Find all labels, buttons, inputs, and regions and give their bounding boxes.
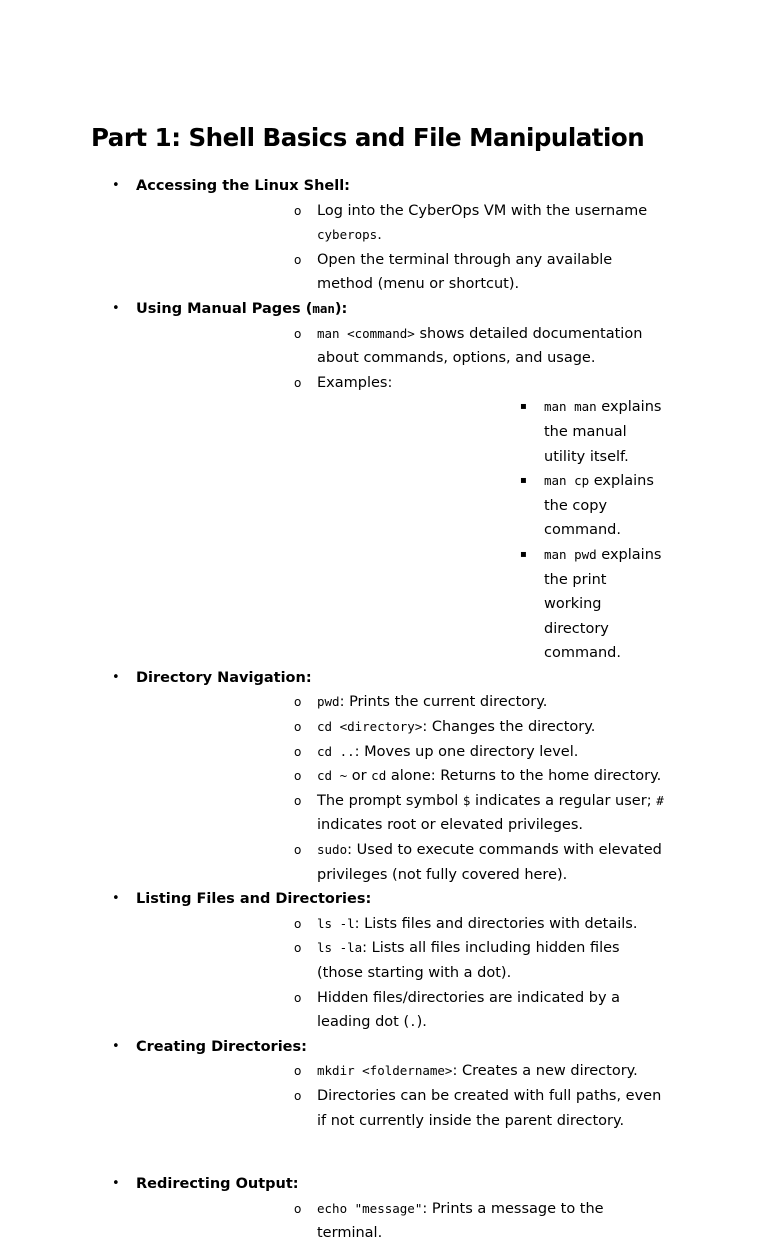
bullet-square: ▪ xyxy=(520,475,527,487)
inline-code: cd ~ xyxy=(317,768,348,784)
bullet-square: ▪ xyxy=(520,548,527,560)
item-text: man <command> shows detailed documentation about commands, options, and usage. xyxy=(317,325,643,367)
item-text: Log into the CyberOps VM with the username cyberops. xyxy=(317,202,648,244)
sub-sub-list xyxy=(317,395,768,666)
item-text: ls -l: Lists files and directories with details. xyxy=(317,915,638,932)
document-body xyxy=(0,174,768,1246)
section-heading: Creating Directories: xyxy=(136,1038,307,1055)
bullet-circle: o xyxy=(294,326,302,341)
bullet-disc: • xyxy=(112,1176,120,1192)
inline-code: cyberops xyxy=(317,227,378,243)
bullet-circle: o xyxy=(294,1088,302,1103)
inline-code: man pwd xyxy=(544,546,597,562)
section-listing-files xyxy=(0,887,768,1035)
inline-code: man cp xyxy=(544,473,590,489)
outline-list-continued xyxy=(0,1172,768,1246)
section-heading: Listing Files and Directories: xyxy=(136,891,372,908)
item-text: cd ~ or cd alone: Returns to the home directory. xyxy=(317,768,662,785)
sub-list xyxy=(136,1059,768,1133)
inline-code: man man xyxy=(544,399,597,415)
section-manual-pages xyxy=(0,297,768,666)
bullet-circle: o xyxy=(294,941,302,956)
bullet-disc: • xyxy=(112,300,120,316)
list-item xyxy=(136,715,768,740)
inline-code: man <command> xyxy=(317,325,415,341)
inline-code: sudo xyxy=(317,842,348,858)
section-heading: Accessing the Linux Shell: xyxy=(136,178,350,194)
inline-code: # xyxy=(656,792,664,808)
bullet-circle: o xyxy=(294,990,302,1005)
bullet-circle: o xyxy=(294,203,302,218)
inline-code: echo "message" xyxy=(317,1200,423,1216)
list-item xyxy=(136,789,768,838)
section-heading: Directory Navigation: xyxy=(136,669,312,686)
inline-code: ls -la xyxy=(317,940,363,956)
list-item xyxy=(136,936,768,985)
item-text: echo "message": Prints a message to the terminal. xyxy=(317,1200,604,1242)
inline-code: mkdir <foldername> xyxy=(317,1063,453,1079)
item-text: The prompt symbol $ indicates a regular user; # indicates root or elevated privileges. xyxy=(317,792,664,834)
section-heading: Redirecting Output: xyxy=(136,1176,299,1193)
inline-code: pwd xyxy=(317,694,340,710)
inline-code: cd <directory> xyxy=(317,719,423,735)
section-heading: Using Manual Pages (man): xyxy=(136,300,348,317)
bullet-circle: o xyxy=(294,1201,302,1216)
bullet-circle: o xyxy=(294,744,302,759)
item-text: Open the terminal through any available method (menu or shortcut). xyxy=(317,251,613,293)
item-text: sudo: Used to execute commands with elevated privileges (not fully covered here). xyxy=(317,842,662,883)
list-item xyxy=(136,322,768,371)
list-item xyxy=(136,690,768,715)
bullet-disc: • xyxy=(112,1038,120,1054)
item-text: mkdir <foldername>: Creates a new directory. xyxy=(317,1063,638,1080)
list-item xyxy=(136,371,768,666)
bullet-circle: o xyxy=(294,843,302,858)
inline-code: cd .. xyxy=(317,743,355,759)
inline-code: cd xyxy=(371,768,387,784)
item-text: cd ..: Moves up one directory level. xyxy=(317,743,579,760)
page-title: Part 1: Shell Basics and File Manipulation xyxy=(91,123,645,152)
item-text: pwd: Prints the current directory. xyxy=(317,694,548,711)
item-text: ls -la: Lists all files including hidden files (those starting with a dot). xyxy=(317,940,620,981)
bullet-circle: o xyxy=(294,375,302,390)
section-redirecting-output xyxy=(0,1172,768,1246)
bullet-circle: o xyxy=(294,1064,302,1079)
item-text: man cp explains the copy command. xyxy=(544,473,654,539)
list-item xyxy=(136,838,768,887)
item-text: Hidden files/directories are indicated by a leading dot (.). xyxy=(317,989,621,1031)
item-text: man pwd explains the print working directory command. xyxy=(544,546,662,662)
list-item xyxy=(136,248,768,297)
sub-list xyxy=(136,1197,768,1246)
item-text: Examples: xyxy=(317,374,393,391)
section-creating-directories xyxy=(0,1035,768,1133)
list-item xyxy=(136,764,768,789)
item-text: Directories can be created with full paths, even if not currently inside the parent directory. xyxy=(317,1087,662,1129)
item-text: man man explains the manual utility itself. xyxy=(544,399,662,465)
list-item xyxy=(136,986,768,1035)
list-item xyxy=(136,1197,768,1246)
list-item xyxy=(136,740,768,765)
bullet-disc: • xyxy=(112,669,120,685)
inline-code: . xyxy=(409,1014,417,1030)
list-item xyxy=(317,469,768,543)
inline-code: $ xyxy=(462,792,471,808)
bullet-circle: o xyxy=(294,769,302,784)
inline-code: ls -l xyxy=(317,915,355,931)
bullet-disc: • xyxy=(112,891,120,907)
sub-list xyxy=(136,690,768,887)
bullet-circle: o xyxy=(294,916,302,931)
bullet-circle: o xyxy=(294,793,302,808)
inline-code: man xyxy=(312,300,335,316)
section-accessing-shell xyxy=(0,174,768,297)
sub-list xyxy=(136,322,768,666)
list-item xyxy=(136,912,768,937)
list-item xyxy=(136,199,768,248)
bullet-circle: o xyxy=(294,252,302,267)
list-item xyxy=(317,543,768,666)
section-directory-navigation xyxy=(0,666,768,887)
list-item xyxy=(136,1084,768,1133)
list-item xyxy=(136,1059,768,1084)
sub-list xyxy=(136,912,768,1035)
bullet-circle: o xyxy=(294,695,302,710)
bullet-circle: o xyxy=(294,720,302,735)
bullet-square: ▪ xyxy=(520,401,527,413)
bullet-disc: • xyxy=(112,178,120,193)
sub-list xyxy=(136,199,768,297)
item-text: cd <directory>: Changes the directory. xyxy=(317,719,596,736)
outline-list xyxy=(0,174,768,1133)
list-item xyxy=(317,395,768,469)
blank-space xyxy=(0,1133,768,1172)
